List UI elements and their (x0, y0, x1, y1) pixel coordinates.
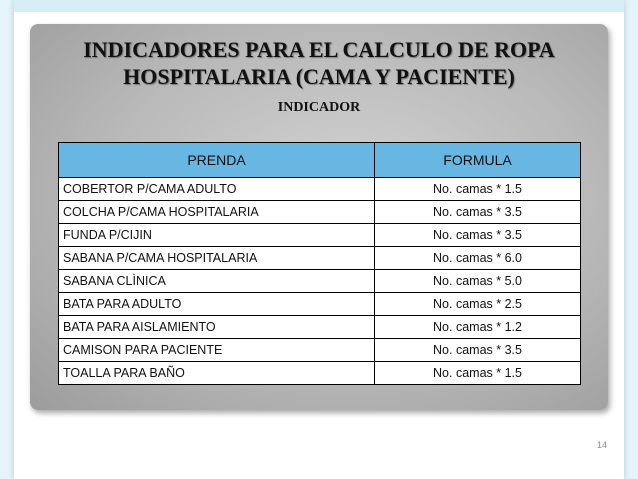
cell-formula: No. camas * 2.5 (375, 293, 581, 316)
cell-prenda: SABANA P/CAMA HOSPITALARIA (59, 247, 375, 270)
table-row (59, 339, 581, 362)
table-row (59, 247, 581, 270)
column-header-prenda: PRENDA (59, 143, 375, 178)
cell-prenda: FUNDA P/CIJIN (59, 224, 375, 247)
table-header-row (59, 143, 581, 178)
column-header-formula: FORMULA (375, 143, 581, 178)
indicator-table (58, 142, 581, 385)
cell-formula: No. camas * 3.5 (375, 339, 581, 362)
cell-prenda: SABANA CLÌNICA (59, 270, 375, 293)
table-row (59, 201, 581, 224)
slide-title (0, 36, 638, 90)
slide-title-line-1: INDICADORES PARA EL CALCULO DE ROPA (83, 37, 555, 62)
table-row (59, 224, 581, 247)
table-row (59, 316, 581, 339)
cell-formula: No. camas * 6.0 (375, 247, 581, 270)
cell-formula: No. camas * 3.5 (375, 201, 581, 224)
cell-prenda: BATA PARA ADULTO (59, 293, 375, 316)
cell-formula: No. camas * 1.5 (375, 178, 581, 201)
table-row (59, 362, 581, 385)
cell-formula: No. camas * 5.0 (375, 270, 581, 293)
page-number: 14 (597, 440, 608, 450)
table-row (59, 270, 581, 293)
cell-prenda: BATA PARA AISLAMIENTO (59, 316, 375, 339)
cell-prenda: CAMISON PARA PACIENTE (59, 339, 375, 362)
cell-formula: No. camas * 1.2 (375, 316, 581, 339)
table-subtitle: INDICADOR (277, 100, 361, 115)
cell-prenda: COLCHA P/CAMA HOSPITALARIA (59, 201, 375, 224)
table-row (59, 293, 581, 316)
table-row (59, 178, 581, 201)
cell-prenda: TOALLA PARA BAÑO (59, 362, 375, 385)
slide-title-line-2: HOSPITALARIA (CAMA Y PACIENTE) (123, 64, 515, 89)
cell-formula: No. camas * 3.5 (375, 224, 581, 247)
cell-formula: No. camas * 1.5 (375, 362, 581, 385)
cell-prenda: COBERTOR P/CAMA ADULTO (59, 178, 375, 201)
top-accent-bar (14, 0, 624, 12)
